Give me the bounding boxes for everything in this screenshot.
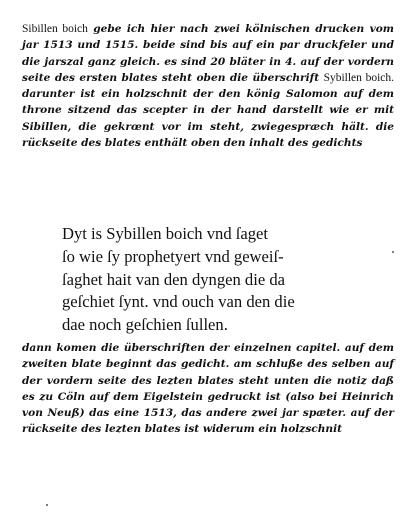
- print-speck: [46, 504, 48, 506]
- heading-quote-reference: Sybillen boich.: [323, 71, 394, 84]
- quoted-block: [62, 223, 382, 337]
- quote-line-5: dae noch geſchien ſullen.: [62, 315, 228, 335]
- quote-line-3: ſaghet hait van den dyngen die da: [62, 269, 286, 289]
- quote-line-4: geſchiet ſynt. vnd ouch van den die: [62, 292, 295, 312]
- intro-text-part-1: gebe ich hier nach zwei kölnischen drucken vom jar 1513 und 1515. beide sind bis auf ein par druckfeler und die jarszal ganz gleich. es sind 20 bläter in 4. auf der vordern seite des ersten blates steht oben die überschrift: [22, 23, 394, 84]
- title-reference: Sibillen boich: [22, 23, 88, 35]
- intro-paragraph: [22, 21, 394, 151]
- closing-paragraph: dann komen die überschriften der einzelnen capitel. auf dem zweiten blate beginnt das gedicht. am schluße des selben auf der vordern seite des lezten blates steht unten die notiz daß es zu Cöln auf dem Eigelstein gedruckt ist (also bei Heinrich von Neuß) das eine 1513, das andere zwei jar spæter. auf der rückseite des lezten blates ist widerum ein holzschnit: [22, 342, 394, 436]
- quote-line-1: Dyt is Sybillen boich vnd ſaget: [62, 224, 269, 243]
- quote-line-2: ſo wie ſy prophetyert vnd geweiſ-: [62, 246, 284, 266]
- print-speck: [392, 251, 394, 253]
- intro-text-part-2: darunter ist ein holzschnit der den könig Salomon auf dem throne sitzend das scepter in der hand darstellt wie er mit Sibillen, die gekrœnt vor im steht, zwiegespræch hält. die rückseite des blates enthält oben den inhalt des gedichts: [22, 88, 394, 150]
